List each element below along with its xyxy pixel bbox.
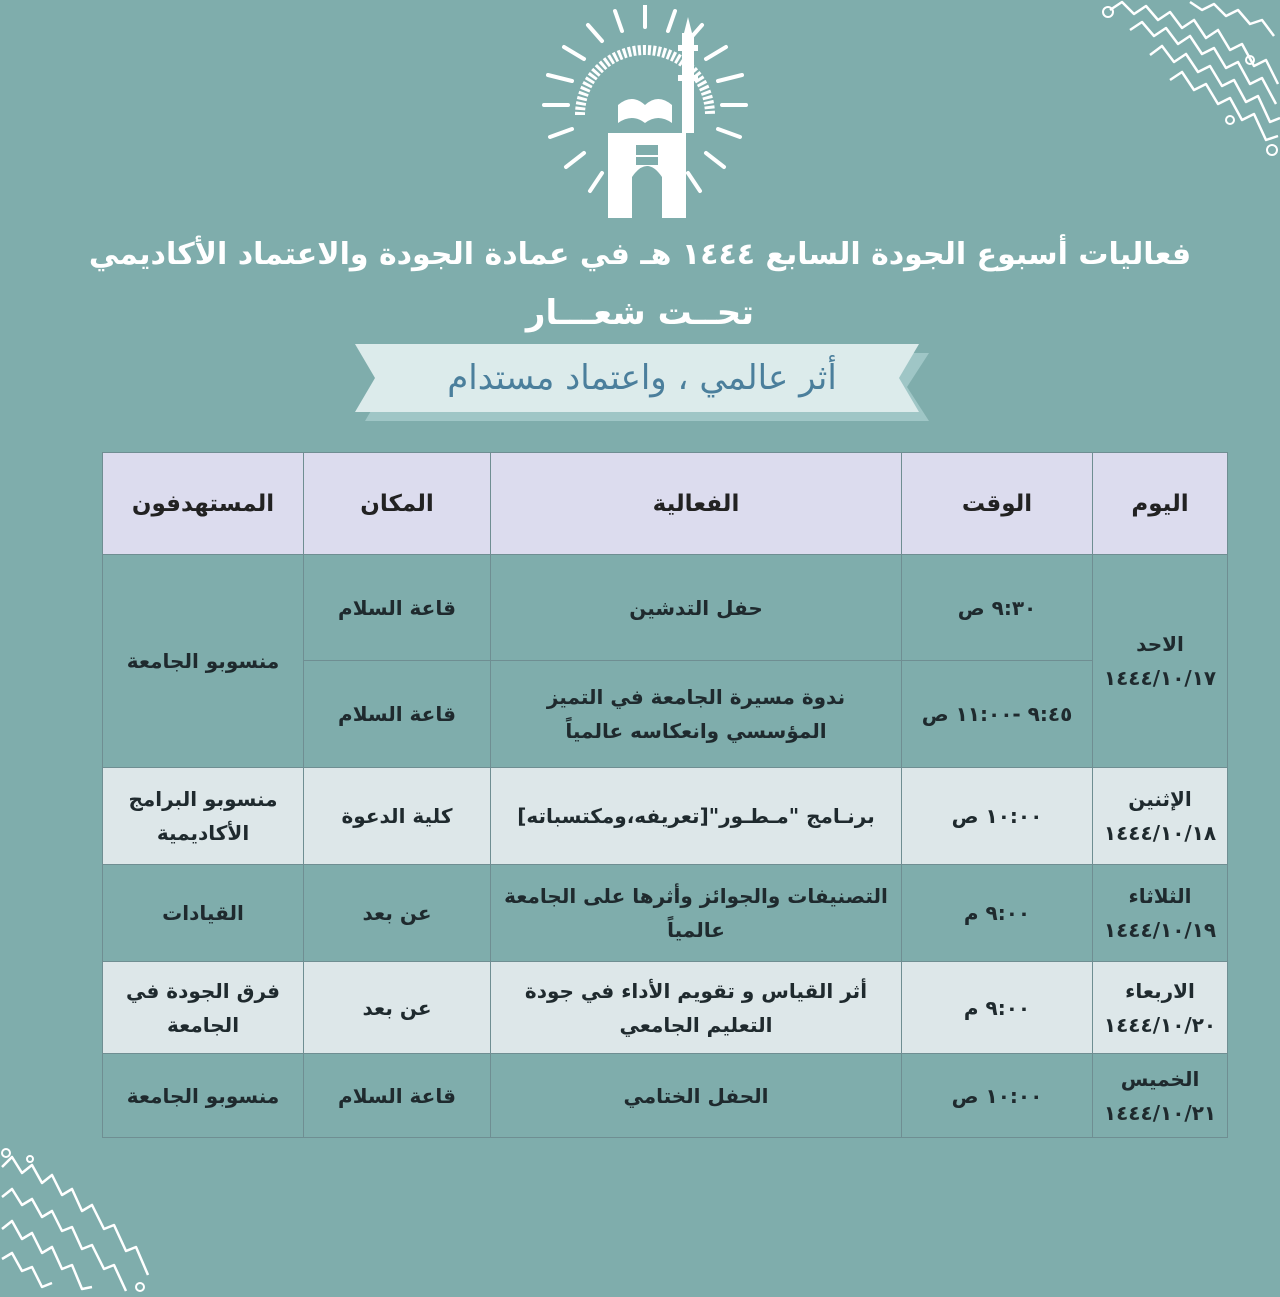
day-name: الخميس (1120, 1066, 1200, 1091)
time-cell: ٩:٣٠ ص (902, 555, 1093, 661)
time-cell: ٩:٠٠ م (902, 865, 1093, 962)
zigzag-decoration-top-right (1100, 0, 1280, 175)
place-cell: عن بعد (304, 962, 491, 1054)
table-row (103, 1054, 1228, 1138)
time-cell: ٩:٤٥ -١١:٠٠ ص (902, 661, 1093, 768)
table-row (103, 768, 1228, 865)
place-cell: قاعة السلام (304, 1054, 491, 1138)
day-date: ١٤٤٤/١٠/٢١ (1103, 1100, 1217, 1125)
column-header-day: اليوم (1093, 453, 1228, 555)
column-header-audience: المستهدفون (103, 453, 304, 555)
day-name: الاربعاء (1125, 978, 1195, 1003)
day-cell (1093, 962, 1228, 1054)
page-title: فعاليات أسبوع الجودة السابع ١٤٤٤ هـ في عمادة الجودة والاعتماد الأكاديمي (88, 237, 1192, 272)
page-subtitle: تحــت شعـــار (525, 293, 755, 333)
slogan-text: أثر عالمي ، واعتماد مستدام (447, 358, 837, 398)
column-header-place: المكان (304, 453, 491, 555)
table-row (103, 865, 1228, 962)
event-cell: أثر القياس و تقويم الأداء في جودة التعليم الجامعي (491, 962, 902, 1054)
slogan-banner (355, 344, 929, 421)
day-date: ١٤٤٤/١٠/١٧ (1103, 666, 1217, 690)
audience-cell: فرق الجودة في الجامعة (103, 962, 304, 1054)
day-date: ١٤٤٤/١٠/١٨ (1103, 821, 1217, 845)
event-cell: برنـامج "مـطـور"[تعريفه،ومكتسباته] (491, 768, 902, 865)
event-cell: التصنيفات والجوائز وأثرها على الجامعة عالمياً (491, 865, 902, 962)
table-row (103, 962, 1228, 1054)
zigzag-decoration-bottom-left (0, 1147, 160, 1297)
place-cell: كلية الدعوة (304, 768, 491, 865)
day-cell (1093, 768, 1228, 865)
day-date: ١٤٤٤/١٠/١٩ (1103, 918, 1217, 942)
place-cell: قاعة السلام (304, 555, 491, 661)
table-header-row (103, 453, 1228, 555)
column-header-event: الفعالية (491, 453, 902, 555)
column-header-time: الوقت (902, 453, 1093, 555)
place-cell: قاعة السلام (304, 661, 491, 768)
table-row (103, 555, 1228, 661)
time-cell: ١٠:٠٠ ص (902, 1054, 1093, 1138)
time-cell: ١٠:٠٠ ص (902, 768, 1093, 865)
place-cell: عن بعد (304, 865, 491, 962)
day-cell (1093, 1054, 1228, 1138)
university-emblem-icon (540, 5, 750, 220)
event-cell: حفل التدشين (491, 555, 902, 661)
event-cell: ندوة مسيرة الجامعة في التميز المؤسسي وانعكاسه عالمياً (491, 661, 902, 768)
day-name: الاحد (1136, 632, 1184, 656)
audience-cell: منسوبو الجامعة (103, 1054, 304, 1138)
schedule-table (102, 452, 1228, 1138)
day-cell (1093, 865, 1228, 962)
audience-cell: منسوبو البرامج الأكاديمية (103, 768, 304, 865)
day-cell (1093, 555, 1228, 768)
audience-cell: القيادات (103, 865, 304, 962)
day-name: الإثنين (1128, 787, 1192, 811)
audience-cell: منسوبو الجامعة (103, 555, 304, 768)
event-cell: الحفل الختامي (491, 1054, 902, 1138)
day-date: ١٤٤٤/١٠/٢٠ (1103, 1012, 1217, 1037)
time-cell: ٩:٠٠ م (902, 962, 1093, 1054)
day-name: الثلاثاء (1128, 884, 1192, 908)
